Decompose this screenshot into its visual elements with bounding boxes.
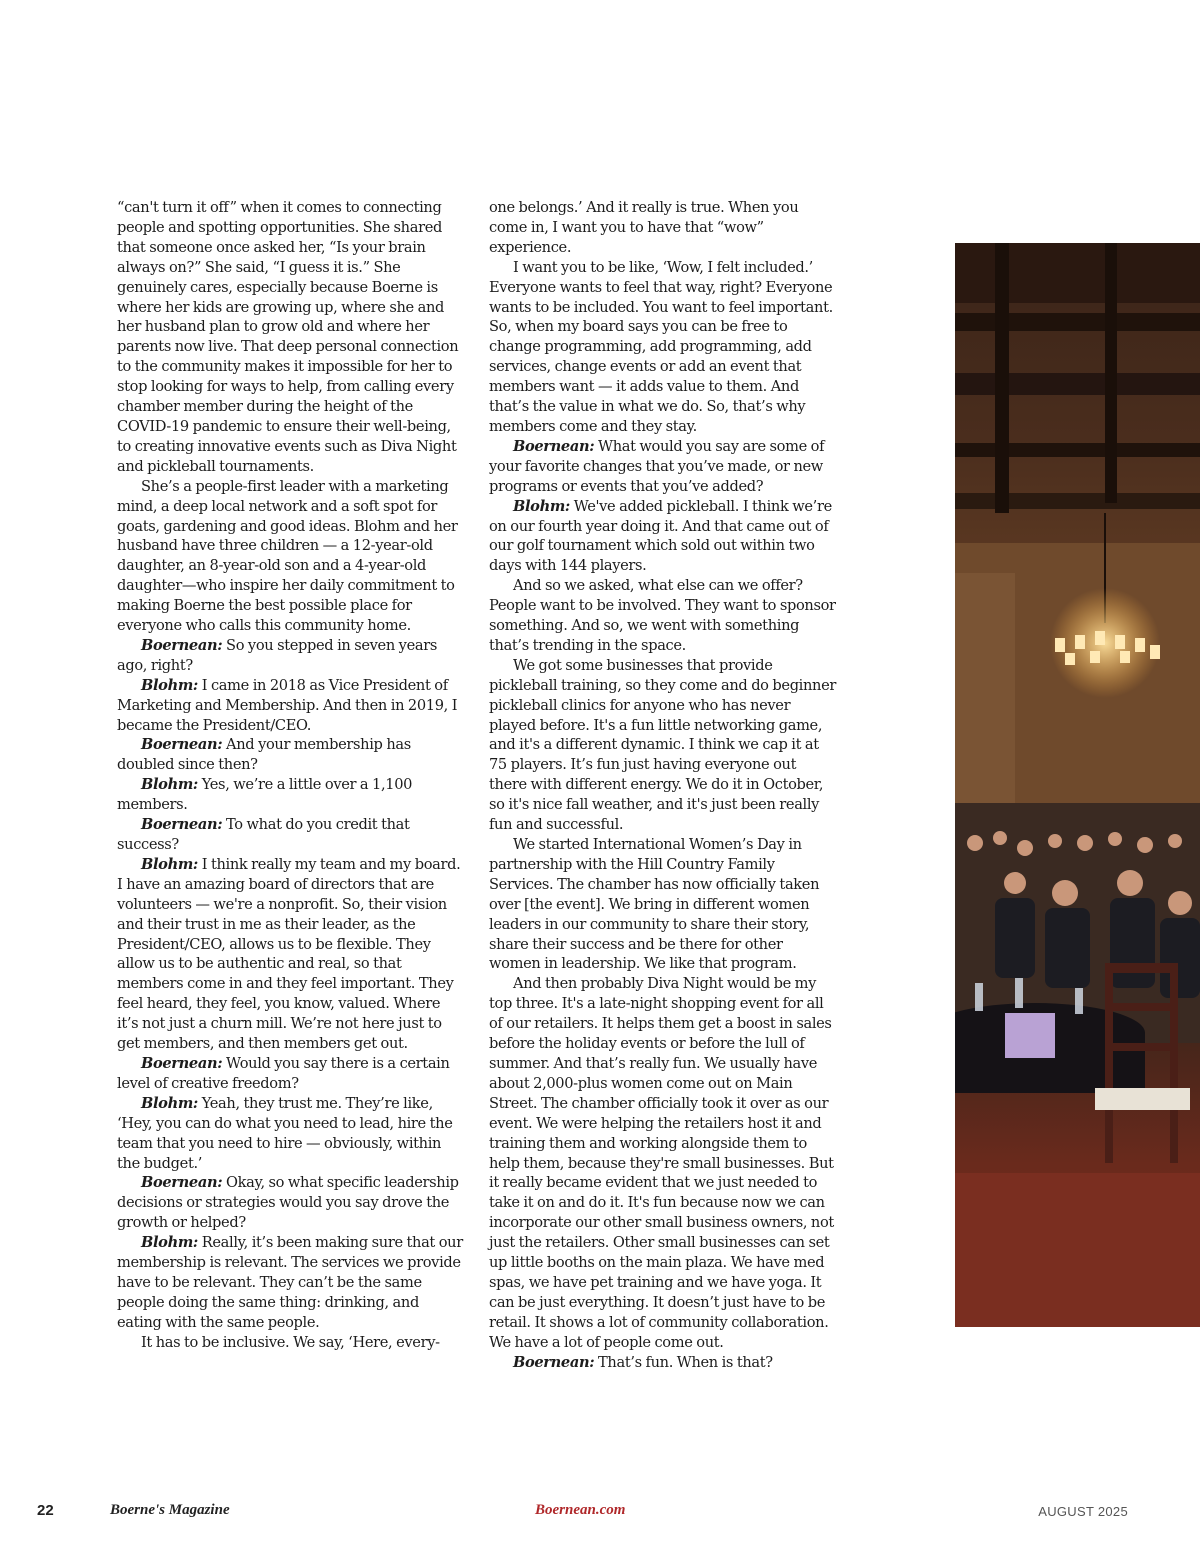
speaker-label: Blohm: bbox=[141, 776, 198, 794]
speaker-label: Blohm: bbox=[141, 1234, 198, 1252]
article-paragraph bbox=[117, 775, 465, 815]
article-paragraph bbox=[117, 477, 465, 636]
speaker-label: Boernean: bbox=[141, 636, 223, 654]
page-number: 22 bbox=[37, 1502, 54, 1519]
article-paragraph bbox=[489, 437, 837, 497]
speaker-label: Boernean: bbox=[141, 816, 223, 834]
speaker-label: Boernean: bbox=[141, 736, 223, 754]
paragraph-text: Would you say there is a certain level of creative freedom? bbox=[117, 1054, 450, 1092]
speaker-label: Boernean: bbox=[141, 1054, 223, 1072]
speaker-label: Boernean: bbox=[513, 437, 595, 455]
paragraph-text: And then probably Diva Night would be my top three. It's a late-night shopping event for all of our retailers. It helps them get a boost in sales before the holiday events or before the lull of summer. And that’s really fun. We usually have about 2,000-plus women come out on Main Street. The chamber officially took it over as our event. We were helping the retailers host it and training them and working alongside them to help them, because they're small businesses. But it really became evident that we just needed to take it on and do it. It's fun because now we can incorporate our other small business owners, not just the retailers. Other small businesses can set up little booths on the main plaza. We have med spas, we have pet training and we have yoga. It can be just everything. It doesn’t just have to be retail. It shows a lot of community collaboration. We have a lot of people come out. bbox=[489, 975, 834, 1351]
paragraph-text: That’s fun. When is that? bbox=[598, 1353, 773, 1371]
article-paragraph bbox=[117, 636, 465, 676]
article-paragraph bbox=[489, 576, 837, 656]
paragraph-text: “can't turn it off” when it comes to connecting people and spotting opportunities. She shared that someone once asked her, “Is your brain always on?” She said, “I guess it is.” She genuinely cares, especially because Boerne is where her kids are growing up, where she and her husband plan to grow old and where her parents now live. That deep personal connection to the community makes it impossible for her to stop looking for ways to help, from calling every chamber member during the height of the COVID-19 pandemic to ensure their well-being, to creating innovative events such as Diva Night and pickleball tournaments. bbox=[117, 199, 459, 475]
speaker-label: Blohm: bbox=[141, 855, 198, 873]
paragraph-text: To what do you credit that success? bbox=[117, 816, 410, 853]
article-paragraph bbox=[117, 735, 465, 775]
issue-date: AUGUST 2025 bbox=[1038, 1504, 1128, 1519]
article-paragraph bbox=[117, 1094, 465, 1174]
website-link[interactable]: Boernean.com bbox=[535, 1502, 626, 1518]
paragraph-text: Yeah, they trust me. They’re like, ‘Hey, you can do what you need to lead, hire the team that you need to hire — obviously, within the budget.’ bbox=[117, 1094, 453, 1172]
article-paragraph bbox=[117, 198, 465, 477]
article-paragraph bbox=[117, 1333, 465, 1353]
speaker-label: Boernean: bbox=[141, 1174, 223, 1192]
paragraph-text: We've added pickleball. I think we’re on our fourth year doing it. And that came out of our golf tournament which sold out within two days with 144 players. bbox=[489, 497, 832, 575]
paragraph-text: Yes, we’re a little over a 1,100 members. bbox=[117, 776, 413, 814]
paragraph-text: She’s a people-first leader with a marketing mind, a deep local network and a soft spot for goats, gardening and good ideas. Blohm and her husband have three children — a 12-year-old daughter, an 8-year-old son and a 4-year-old daughter—who inspire her daily commitment to making Boerne the best possible place for everyone who calls this community home. bbox=[117, 477, 458, 635]
paragraph-text: I think really my team and my board. I have an amazing board of directors that are volunteers — we're a nonprofit. So, their vision and their trust in me as their leader, as the President/CEO, allows us to be flexible. They allow us to be authentic and real, so that members come in and they feel important. They feel heard, they feel, you know, valued. Where it’s not just a churn mill. We’re not here just to get members, and then members get out. bbox=[117, 855, 461, 1053]
paragraph-text: We got some businesses that provide pickleball training, so they come and do beginner pickleball clinics for anyone who has never played before. It's a fun little networking game, and it's a different dynamic. I think we cap it at 75 players. It’s fun just having everyone out there with different energy. We do it in October, so it's nice fall weather, and it's just been really fun and successful. bbox=[489, 656, 837, 834]
paragraph-text: It has to be inclusive. We say, ‘Here, every- bbox=[141, 1333, 440, 1351]
paragraph-text: And so we asked, what else can we offer? People want to be involved. They want to sponsor something. And so, we went with something that’s trending in the space. bbox=[489, 577, 836, 654]
article-paragraph bbox=[489, 1353, 837, 1373]
article-paragraph bbox=[489, 198, 837, 258]
paragraph-text: I came in 2018 as Vice President of Marketing and Membership. And then in 2019, I became the President/CEO. bbox=[117, 676, 458, 734]
article-paragraph bbox=[489, 656, 837, 835]
article-paragraph bbox=[489, 497, 837, 577]
banquet-hall-illustration bbox=[955, 243, 1200, 1327]
speaker-label: Boernean: bbox=[513, 1353, 595, 1371]
speaker-label: Blohm: bbox=[513, 497, 570, 515]
speaker-label: Blohm: bbox=[141, 676, 198, 694]
speaker-label: Blohm: bbox=[141, 1094, 198, 1112]
article-paragraph bbox=[117, 855, 465, 1054]
article-paragraph bbox=[117, 676, 465, 736]
article-paragraph bbox=[489, 835, 837, 974]
magazine-name: Boerne's Magazine bbox=[110, 1502, 230, 1518]
article-paragraph bbox=[489, 258, 837, 437]
event-photo bbox=[955, 243, 1200, 1327]
paragraph-text: one belongs.’ And it really is true. When you come in, I want you to have that “wow” experience. bbox=[489, 199, 799, 256]
article-column-left bbox=[117, 198, 465, 1353]
paragraph-text: So you stepped in seven years ago, right? bbox=[117, 636, 437, 674]
paragraph-text: What would you say are some of your favorite changes that you’ve made, or new programs or events that you’ve added? bbox=[489, 437, 825, 495]
paragraph-text: Really, it’s been making sure that our membership is relevant. The services we provide have to be relevant. They can’t be the same people doing the same thing: drinking, and eating with the same people. bbox=[117, 1234, 463, 1331]
paragraph-text: I want you to be like, ‘Wow, I felt included.’ Everyone wants to feel that way, right? Everyone wants to be included. You want to feel important. So, when my board says you can be free to change programming, add programming, add services, change events or add an event that members want — it adds value to them. And that’s the value in what we do. So, that’s why members come and they stay. bbox=[489, 258, 833, 435]
article-paragraph bbox=[117, 1233, 465, 1333]
article-paragraph bbox=[117, 1054, 465, 1094]
article-paragraph bbox=[117, 1173, 465, 1233]
article-paragraph bbox=[489, 974, 837, 1352]
paragraph-text: And your membership has doubled since then? bbox=[117, 736, 411, 774]
paragraph-text: Okay, so what specific leadership decisions or strategies would you say drove the growth or helped? bbox=[117, 1174, 459, 1232]
article-column-right bbox=[489, 198, 837, 1372]
article-paragraph bbox=[117, 815, 465, 855]
paragraph-text: We started International Women’s Day in partnership with the Hill Country Family Services. The chamber has now officially taken over [the event]. We bring in different women leaders in our community to share their story, share their success and be there for other women in leadership. We like that program. bbox=[489, 836, 820, 973]
